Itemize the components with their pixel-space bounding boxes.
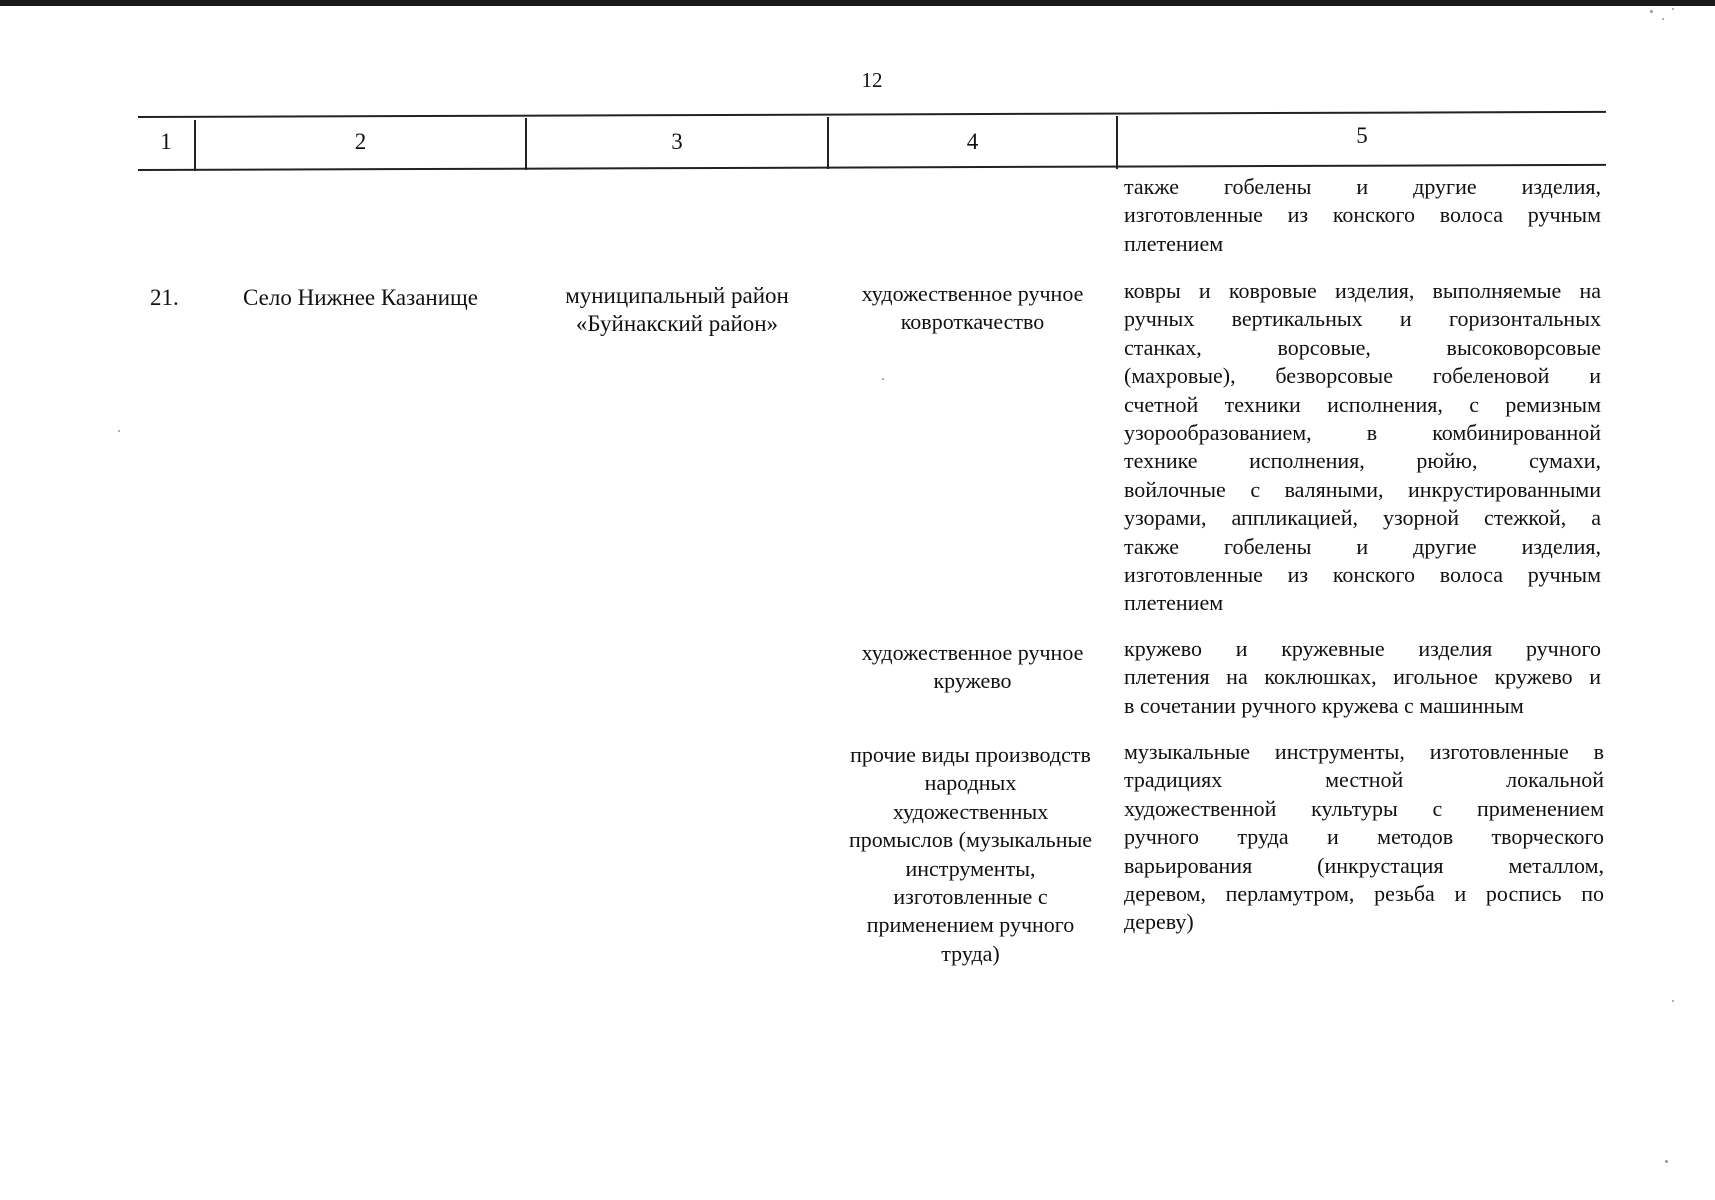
header-cell-2: 2	[354, 129, 367, 154]
craft-description-carpet	[1124, 277, 1601, 618]
craft-type-line: изготовленные с	[893, 884, 1048, 910]
header-cell-4: 4	[966, 129, 979, 154]
page-number: 12	[861, 68, 883, 92]
craft-type-line: народных	[924, 770, 1017, 796]
description-line: ручного труда и методов творческого	[1124, 824, 1604, 850]
description-line: музыкальные инструменты, изготовленные в	[1124, 739, 1604, 764]
craft-type-line: промыслов (музыкальные	[848, 827, 1093, 853]
craft-type-carpet	[829, 280, 1116, 337]
description-line: узорами, аппликацией, узорной стежкой, а	[1124, 505, 1601, 531]
description-line: дереву)	[1124, 909, 1194, 935]
header-cell-1: 1	[160, 129, 172, 154]
description-line: традициях местной локальной	[1124, 767, 1604, 793]
description-line: варьирования (инкрустация металлом,	[1124, 852, 1604, 878]
description-line: деревом, перламутром, резьба и роспись по	[1124, 881, 1604, 907]
header-cell-3: 3	[671, 129, 683, 154]
craft-type-line: кружево	[933, 668, 1012, 694]
place-name: Село Нижнее Казанище	[243, 285, 478, 310]
district-name	[527, 282, 827, 339]
scan-speck	[1665, 1160, 1668, 1163]
craft-type-line: применением ручного	[866, 912, 1075, 938]
description-line: станках, ворсовые, высоковорсовые	[1124, 334, 1601, 360]
scan-speck	[1672, 1000, 1674, 1002]
description-line: в сочетании ручного кружева с машинным	[1124, 692, 1524, 718]
scan-speck	[1650, 10, 1653, 13]
description-line: художественной культуры с применением	[1124, 795, 1604, 821]
craft-type-line: ковроткачество	[900, 309, 1045, 335]
craft-type-line: инструменты,	[905, 855, 1036, 881]
description-line: счетной техники исполнения, с ремизным	[1124, 391, 1601, 417]
district-line: «Буйнакский район»	[575, 311, 779, 337]
craft-type-line: труда)	[941, 940, 1000, 966]
description-line: ковры и ковровые изделия, выполняемые на	[1124, 278, 1601, 303]
row-number: 21.	[150, 285, 179, 310]
continuation-description	[1124, 173, 1601, 258]
scan-speck	[1672, 8, 1674, 10]
description-line: изготовленные из конского волоса ручным	[1124, 202, 1601, 228]
description-line: технике исполнения, рюйю, сумахи,	[1124, 448, 1601, 474]
description-line: ручных вертикальных и горизонтальных	[1124, 306, 1601, 332]
description-line: узорообразованием, в комбинированной	[1124, 420, 1601, 446]
craft-type-line: художественных	[892, 798, 1049, 824]
craft-description-musical	[1124, 738, 1604, 937]
description-line: плетения на коклюшках, игольное кружево и	[1124, 664, 1601, 690]
description-line: войлочные с валяными, инкрустированными	[1124, 476, 1601, 502]
craft-type-line: художественное ручное	[861, 281, 1084, 306]
description-line: кружево и кружевные изделия ручного	[1124, 636, 1601, 661]
description-line: также гобелены и другие изделия,	[1124, 533, 1601, 559]
district-line: муниципальный район	[565, 283, 789, 308]
description-line: (махровые), безворсовые гобеленовой и	[1124, 363, 1601, 389]
scan-edge	[0, 0, 1715, 6]
scan-speck	[1662, 18, 1664, 20]
craft-type-line: прочие виды производств	[850, 742, 1091, 767]
header-cell-5: 5	[1356, 123, 1368, 148]
craft-type-line: художественное ручное	[861, 640, 1084, 665]
description-line: изготовленные из конского волоса ручным	[1124, 562, 1601, 588]
craft-type-musical	[823, 741, 1118, 968]
scan-speck	[882, 378, 884, 380]
craft-type-lace	[829, 639, 1116, 696]
description-line: также гобелены и другие изделия,	[1124, 174, 1601, 199]
description-line: плетением	[1124, 230, 1224, 256]
description-line: плетением	[1124, 590, 1224, 616]
craft-description-lace	[1124, 635, 1601, 720]
scan-speck	[118, 430, 120, 432]
